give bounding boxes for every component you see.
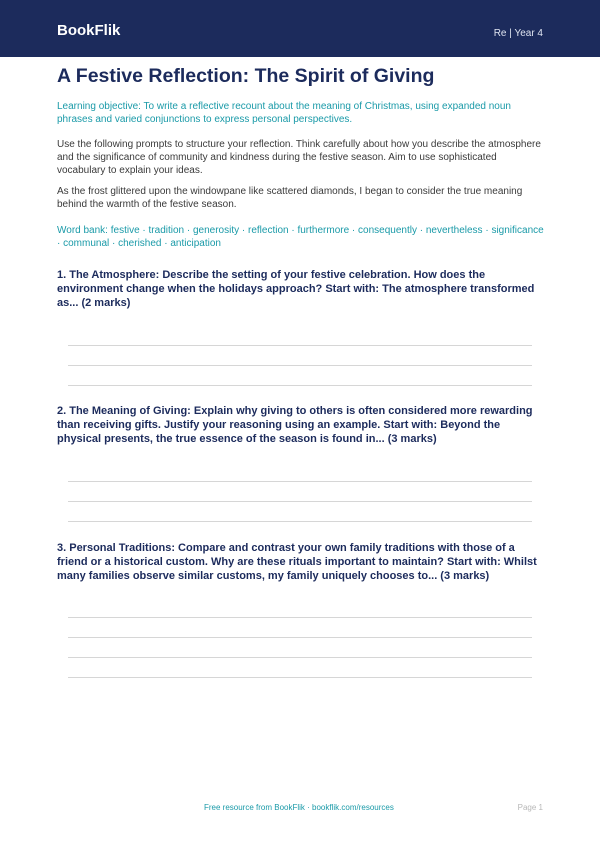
- answer-line[interactable]: [68, 657, 532, 658]
- page-number: Page 1: [517, 803, 543, 812]
- instructions: Use the following prompts to structure your reflection. Think carefully about how you describe the atmosphere and the significance of community and kindness during the festive season. Aim to use sophisticated vocabulary to explain your ideas.: [57, 139, 541, 176]
- answer-line[interactable]: [68, 481, 532, 482]
- brand-logo: BookFlik: [57, 22, 121, 39]
- page-header: [0, 0, 600, 57]
- answer-line[interactable]: [68, 521, 532, 522]
- answer-line[interactable]: [68, 617, 532, 618]
- answer-line[interactable]: [68, 345, 532, 346]
- subject-year-label: Re | Year 4: [493, 28, 543, 39]
- question-2: 2. The Meaning of Giving: Explain why giving to others is often considered more rewarding than receiving gifts. Justify your reasoning using an example. Start with: Beyond the physical presents, the true essence of the season is found in... (3 marks): [57, 405, 533, 445]
- worksheet-title: A Festive Reflection: The Spirit of Giving: [57, 65, 435, 87]
- story-prompt: As the frost glittered upon the windowpane like scattered diamonds, I began to consider the true meaning behind the warmth of the festive season.: [57, 186, 523, 210]
- question-3: 3. Personal Traditions: Compare and contrast your own family traditions with those of a friend or a historical custom. Why are these rituals important to maintain? Start with: Whilst many families observe similar customs, my family uniquely chooses to... (3 marks): [57, 542, 537, 582]
- answer-line[interactable]: [68, 677, 532, 678]
- learning-objective: Learning objective: To write a reflective recount about the meaning of Christmas, using expanded noun phrases and varied conjunctions to express personal perspectives.: [57, 101, 511, 125]
- answer-line[interactable]: [68, 637, 532, 638]
- answer-line[interactable]: [68, 365, 532, 366]
- question-1: 1. The Atmosphere: Describe the setting of your festive celebration. How does the environment change when the holidays approach? Start with: The atmosphere transformed as... (2 marks): [57, 269, 535, 309]
- word-bank: Word bank: festive · tradition · generosity · reflection · furthermore · consequently · nevertheless · significance · communal · cherished · anticipation: [57, 225, 544, 249]
- answer-line[interactable]: [68, 501, 532, 502]
- footer-note[interactable]: Free resource from BookFlik · bookflik.com/resources: [204, 803, 394, 812]
- answer-line[interactable]: [68, 385, 532, 386]
